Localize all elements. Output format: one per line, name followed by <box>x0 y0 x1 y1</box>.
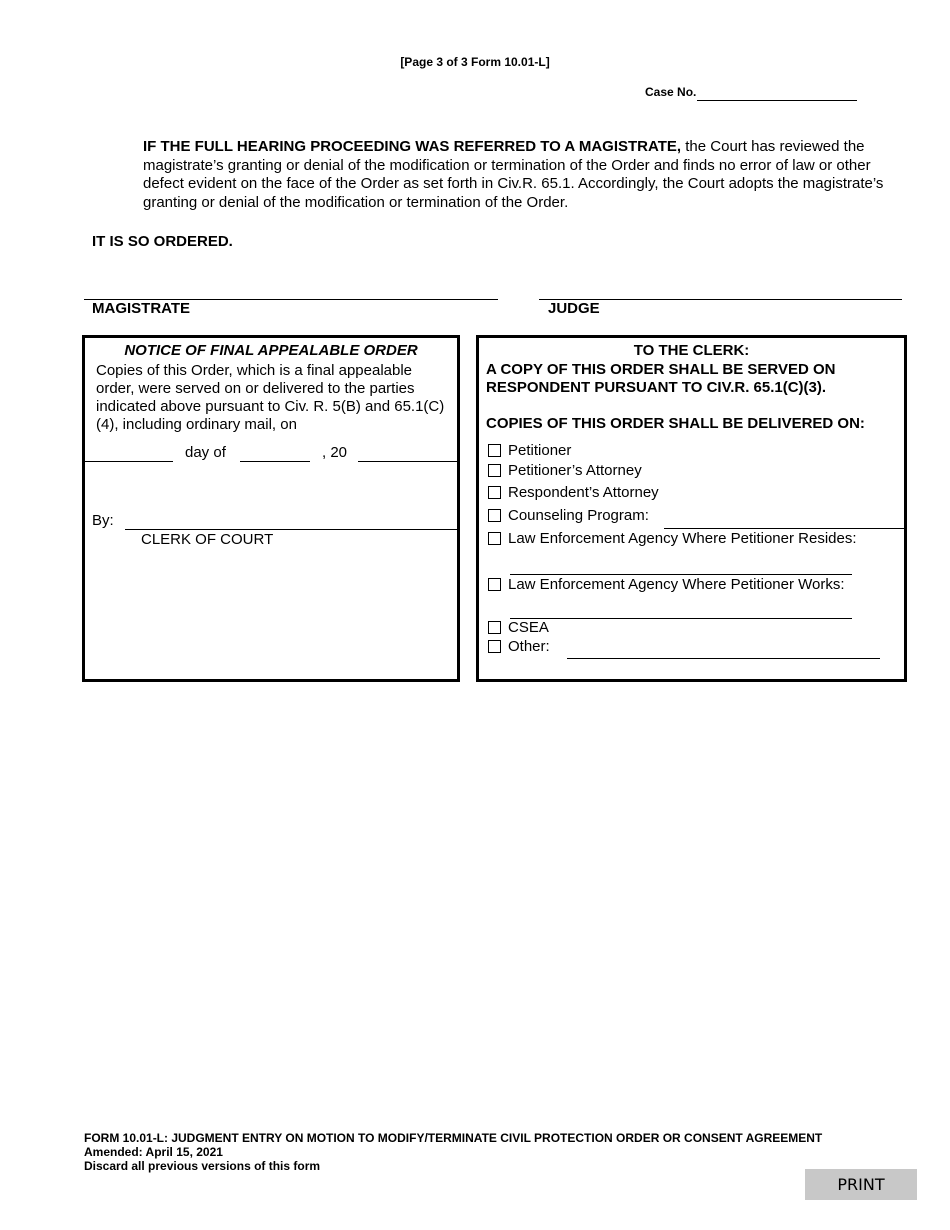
service-date-day-input[interactable] <box>85 443 173 462</box>
judge-label: JUDGE <box>548 300 600 317</box>
petitioner-attorney-label: Petitioner’s Attorney <box>508 462 642 479</box>
magistrate-review-text: the Court has reviewed the magistrate’s granting or denial of the modification or termination of the Order and finds no error of law or other defect evident on the face of the Order as set forth in Civ.R. 65.1. Accordingly, the Court adopts the magistrate’s granting or denial of the modification or termination of the Order. <box>143 138 884 211</box>
so-ordered-text: IT IS SO ORDERED. <box>92 233 233 250</box>
petitioner-checkbox[interactable] <box>488 444 501 457</box>
counseling-program-input[interactable] <box>664 510 904 529</box>
case-number-input[interactable] <box>697 82 857 101</box>
clerk-of-court-label: CLERK OF COURT <box>141 531 274 548</box>
page-number-label: [Page 3 of 3 Form 10.01-L] <box>400 55 550 69</box>
amended-date: Amended: April 15, 2021 <box>84 1145 223 1159</box>
petitioner-label: Petitioner <box>508 442 572 459</box>
magistrate-label: MAGISTRATE <box>92 300 191 317</box>
csea-checkbox[interactable] <box>488 621 501 634</box>
service-date-year-input[interactable] <box>358 443 457 462</box>
clerk-signature-input[interactable] <box>125 511 458 530</box>
le-works-input[interactable] <box>510 600 852 619</box>
petitioner-attorney-checkbox[interactable] <box>488 464 501 477</box>
delivered-on-heading: COPIES OF THIS ORDER SHALL BE DELIVERED ON: <box>486 415 865 432</box>
served-line-1: A COPY OF THIS ORDER SHALL BE SERVED ON <box>486 361 836 378</box>
csea-label: CSEA <box>508 619 549 636</box>
other-input[interactable] <box>567 640 880 659</box>
case-number-label: Case No. <box>645 85 697 99</box>
respondent-attorney-label: Respondent’s Attorney <box>508 484 659 501</box>
magistrate-review-lead: IF THE FULL HEARING PROCEEDING WAS REFERRED TO A MAGISTRATE, <box>143 138 682 155</box>
year-prefix-label: , 20 <box>322 444 348 461</box>
counseling-program-checkbox[interactable] <box>488 509 501 522</box>
le-works-checkbox[interactable] <box>488 578 501 591</box>
notice-title: NOTICE OF FINAL APPEALABLE ORDER <box>124 342 418 359</box>
service-date-month-input[interactable] <box>240 443 310 462</box>
by-label: By: <box>92 512 114 529</box>
print-button[interactable]: PRINT <box>805 1169 917 1200</box>
other-label: Other: <box>508 638 550 655</box>
form-footer <box>84 1131 822 1173</box>
discard-notice: Discard all previous versions of this form <box>84 1159 321 1173</box>
notice-text: Copies of this Order, which is a final appealable order, were served on or delivered to the parties indicated above pursuant to Civ. R. 5(B) and 65.1(C)(4), including ordinary mail, on <box>96 362 445 433</box>
le-resides-label: Law Enforcement Agency Where Petitioner Resides: <box>508 530 857 547</box>
form-title: FORM 10.01-L: JUDGMENT ENTRY ON MOTION TO MODIFY/TERMINATE CIVIL PROTECTION ORDER OR CONSENT AGREEMENT <box>84 1131 823 1145</box>
magistrate-review-paragraph <box>143 138 888 212</box>
le-works-label: Law Enforcement Agency Where Petitioner Works: <box>508 576 845 593</box>
to-the-clerk-heading: TO THE CLERK: <box>633 342 750 359</box>
other-checkbox[interactable] <box>488 640 501 653</box>
counseling-program-label: Counseling Program: <box>508 507 649 524</box>
le-resides-checkbox[interactable] <box>488 532 501 545</box>
day-of-label: day of <box>185 444 226 461</box>
le-resides-input[interactable] <box>510 556 852 575</box>
respondent-attorney-checkbox[interactable] <box>488 486 501 499</box>
served-line-2: RESPONDENT PURSUANT TO CIV.R. 65.1(C)(3). <box>486 379 827 396</box>
served-on-respondent-text <box>486 361 836 397</box>
